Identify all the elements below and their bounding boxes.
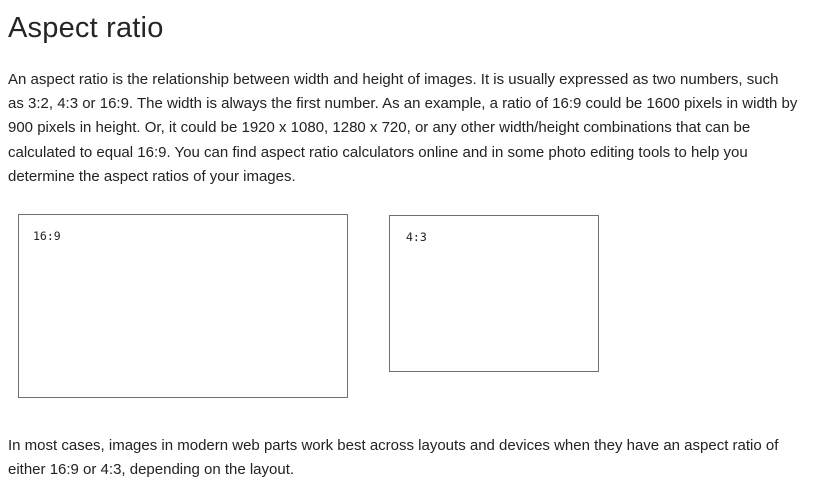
- aspect-ratio-label-4-3: 4:3: [406, 230, 427, 244]
- aspect-ratio-4-3-example: [389, 215, 599, 372]
- page-title: Aspect ratio: [8, 12, 164, 44]
- outro-paragraph: In most cases, images in modern web parts work best across layouts and devices when they have an aspect ratio of either 16:9 or 4:3, depending on the layout.: [8, 437, 779, 479]
- aspect-ratio-16-9-example: [18, 214, 348, 398]
- aspect-ratio-label-16-9: 16:9: [33, 229, 61, 243]
- intro-paragraph: An aspect ratio is the relationship between width and height of images. It is usually expressed as two numbers, such as 3:2, 4:3 or 16:9. The width is always the first number. As an example, a ratio of 16:9 could be 1600 pixels in width by 900 pixels in height. Or, it could be 1920 x 1080, 1280 x 720, or any other width/height combinations that can be calculated to equal 16:9. You can find aspect ratio calculators online and in some photo editing tools to help you determine the aspect ratios of your images.: [8, 71, 798, 185]
